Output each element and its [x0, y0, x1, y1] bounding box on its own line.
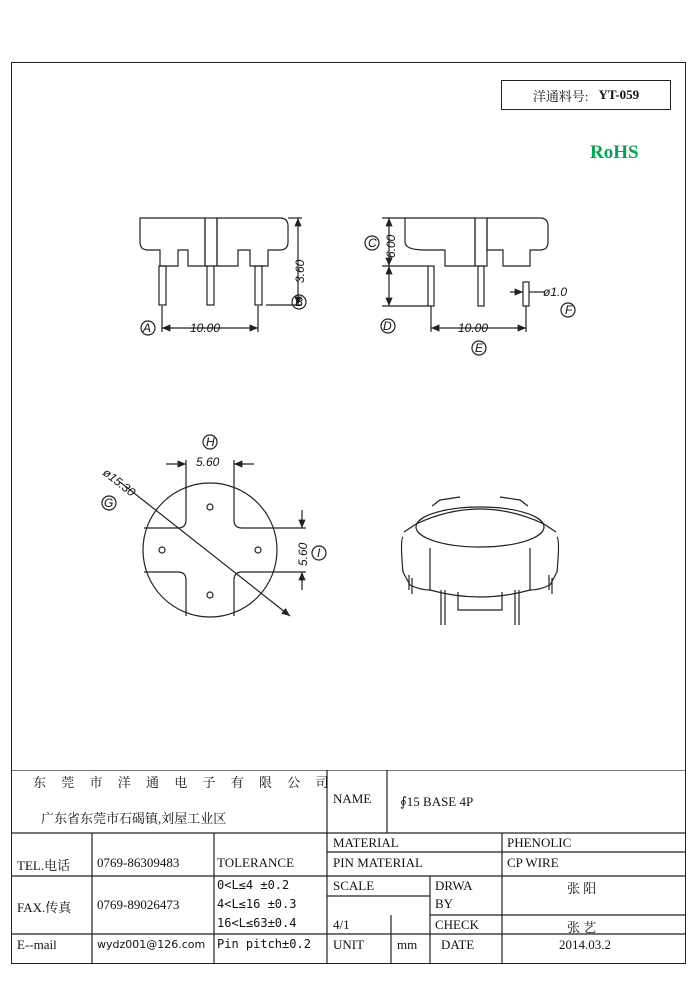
side-height-dim: 6.00	[384, 234, 398, 258]
top-pin-hole-3	[159, 547, 165, 553]
pin-material-label: PIN MATERIAL	[333, 855, 423, 870]
drawn-by-label-1: DRWA	[435, 878, 473, 893]
check-value: 张 艺	[567, 920, 597, 935]
email-value: wydz001@126.com	[97, 938, 206, 951]
top-pin-hole-1	[207, 504, 213, 510]
top-outer-circle	[143, 483, 277, 617]
top-height-dim: 5.60	[296, 542, 310, 566]
title-block	[11, 770, 686, 964]
side-pitch-dim: 10.00	[458, 321, 489, 335]
front-body-left	[140, 218, 205, 266]
drawn-by-label-2: BY	[435, 896, 454, 911]
top-diameter-leader	[120, 482, 290, 616]
pin-material-value: CP WIRE	[507, 855, 559, 870]
label-f: F	[565, 303, 573, 317]
tolerance-row-2: 4<L≤16 ±0.3	[217, 897, 297, 911]
tolerance-row-3: 16<L≤63±0.4	[217, 916, 297, 930]
material-label: MATERIAL	[333, 835, 399, 850]
label-g: G	[104, 496, 114, 510]
label-a: A	[143, 321, 152, 335]
rohs-mark: RoHS	[590, 142, 639, 163]
label-c: C	[368, 236, 377, 250]
date-label: DATE	[441, 937, 475, 952]
side-view	[365, 218, 575, 355]
tolerance-row-1: 0<L≤4 ±0.2	[217, 878, 290, 892]
unit-value: mm	[397, 937, 418, 952]
pin-diameter-dim: ø1.0	[543, 285, 568, 299]
name-value: ∮15 BASE 4P	[400, 794, 474, 809]
tel-label: TEL.电话	[17, 858, 71, 873]
front-height-dim: 3.60	[293, 259, 307, 283]
label-b: B	[295, 295, 304, 309]
name-label: NAME	[333, 791, 372, 806]
top-pin-hole-2	[207, 592, 213, 598]
side-body-left	[405, 218, 475, 266]
top-view	[100, 435, 326, 617]
fax-label: FAX.传真	[17, 900, 72, 915]
part-number: YT-059	[598, 87, 640, 102]
isometric-view	[402, 497, 559, 625]
front-pin-right	[255, 266, 262, 305]
top-pin-hole-4	[255, 547, 261, 553]
scale-value: 4/1	[333, 917, 350, 932]
email-label: E--mail	[17, 937, 57, 952]
unit-label: UNIT	[333, 937, 365, 952]
iso-inner-rim	[416, 507, 544, 547]
front-center-gap	[205, 218, 217, 266]
material-value: PHENOLIC	[507, 835, 572, 850]
top-diameter-dim: ø15.30	[100, 465, 139, 500]
date-value: 2014.03.2	[559, 937, 611, 952]
front-pin-left	[159, 266, 166, 305]
label-d: D	[383, 319, 392, 333]
label-i: I	[317, 546, 321, 560]
front-pin-center	[207, 266, 214, 305]
side-body-right	[487, 218, 548, 266]
front-body-right	[217, 218, 288, 266]
front-view	[140, 218, 307, 335]
fax-value: 0769-89026473	[97, 897, 180, 912]
front-pitch-dim: 10.00	[190, 321, 221, 335]
check-label: CHECK	[435, 917, 480, 932]
top-width-dim: 5.60	[196, 455, 220, 469]
drawn-by-value: 张 阳	[567, 881, 597, 896]
company-name: 东 莞 市 洋 通 电 子 有 限 公 司	[33, 775, 335, 790]
label-e: E	[475, 341, 484, 355]
tel-value: 0769-86309483	[97, 855, 180, 870]
label-h: H	[206, 435, 215, 449]
part-number-label: 洋通料号:	[532, 88, 589, 104]
company-address: 广东省东莞市石碣镇,刘屋工业区	[41, 811, 227, 826]
scale-label: SCALE	[333, 878, 375, 893]
tolerance-label: TOLERANCE	[217, 855, 295, 870]
tolerance-row-4: Pin pitch±0.2	[217, 937, 311, 951]
